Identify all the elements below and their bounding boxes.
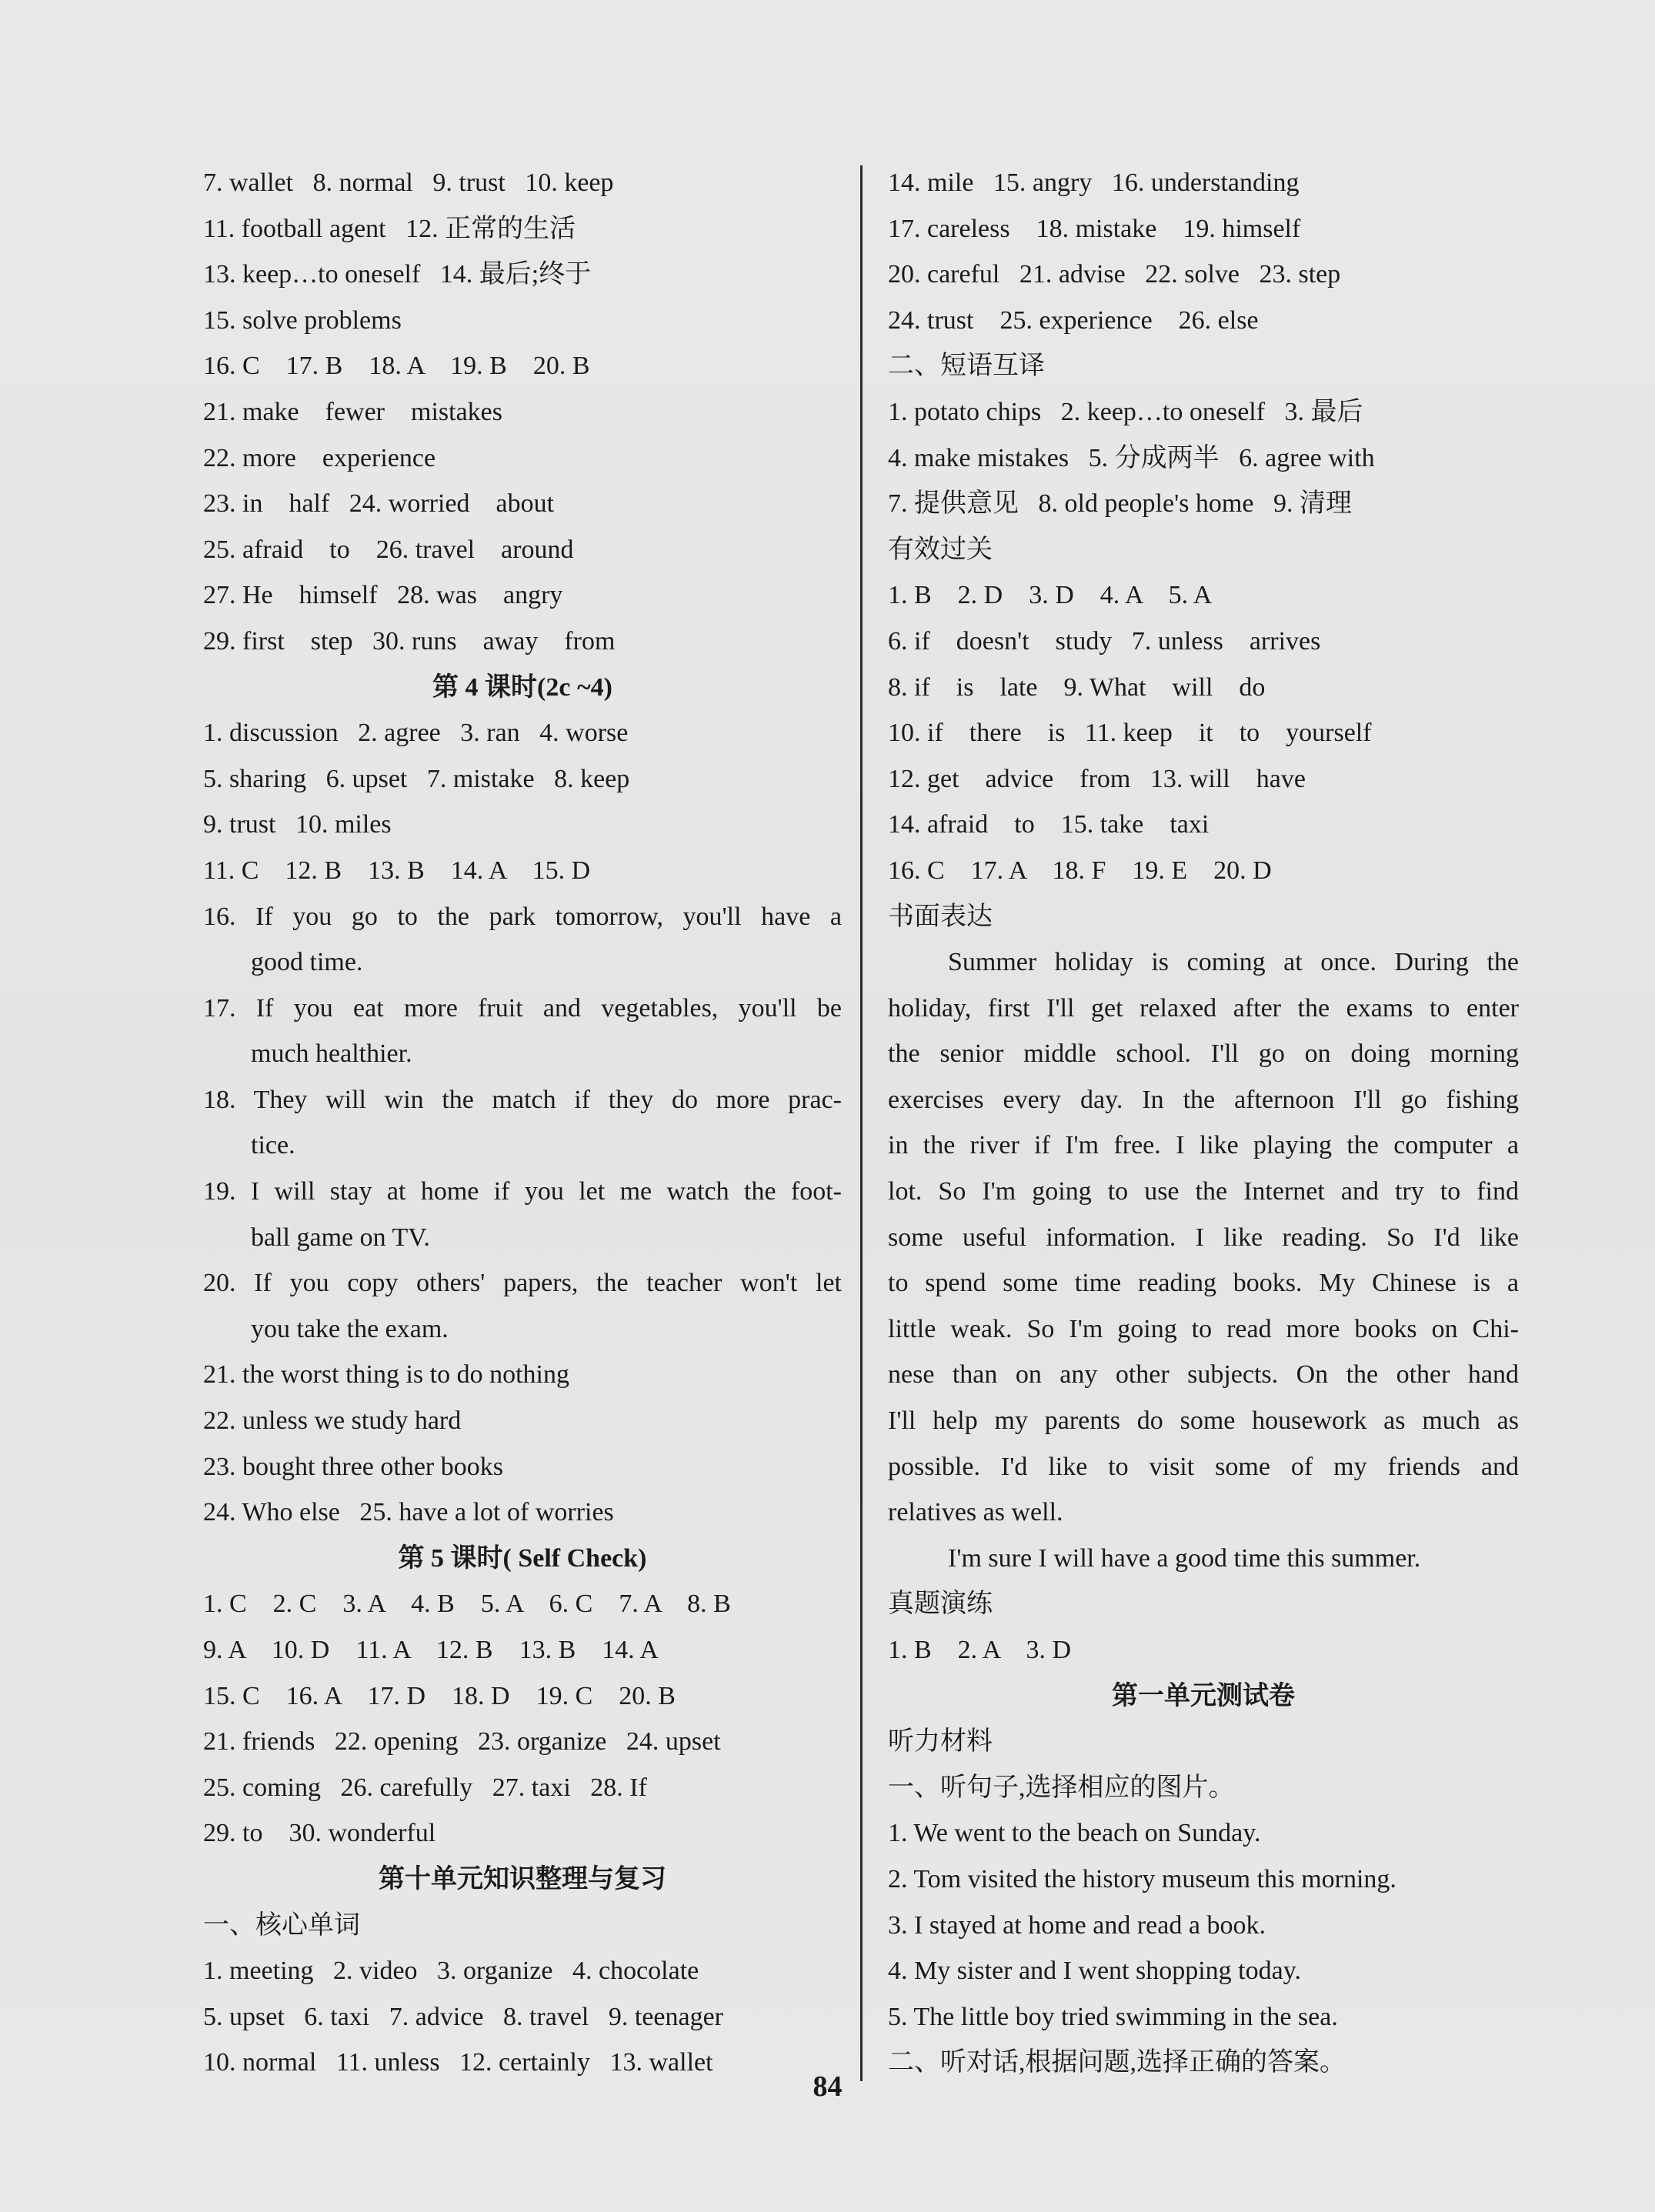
answer-line: good time.: [251, 948, 363, 977]
answer-line: Summer holiday is coming at once. During the: [948, 948, 1519, 977]
answer-line: 21. make fewer mistakes: [203, 397, 502, 426]
answer-line: 24. Who else 25. have a lot of worries: [203, 1498, 614, 1527]
answer-line: 18. They will win the match if they do more prac-: [203, 1085, 842, 1114]
answer-line: 11. C 12. B 13. B 14. A 15. D: [203, 856, 591, 885]
answer-line: 4. My sister and I went shopping today.: [888, 1957, 1302, 1986]
answer-line: possible. I'd like to visit some of my friends and: [888, 1452, 1519, 1481]
answer-line: 24. trust 25. experience 26. else: [888, 305, 1259, 335]
answer-line: 一、核心单词: [203, 1910, 360, 1940]
answer-line: 6. if doesn't study 7. unless arrives: [888, 626, 1321, 656]
answer-line: 15. C 16. A 17. D 18. D 19. C 20. B: [203, 1681, 676, 1710]
answer-line: 21. friends 22. opening 23. organize 24. upset: [203, 1727, 721, 1757]
answer-line: 有效过关: [888, 535, 993, 564]
answer-line: 9. trust 10. miles: [203, 810, 392, 839]
answer-line: 7. 提供意见 8. old people's home 9. 清理: [888, 489, 1352, 519]
answer-line: 5. sharing 6. upset 7. mistake 8. keep: [203, 764, 630, 793]
right-column: [888, 160, 1519, 2086]
answer-line: 2. Tom visited the history museum this morning.: [888, 1864, 1396, 1893]
answer-line: 1. potato chips 2. keep…to oneself 3. 最后: [888, 397, 1363, 426]
answer-line: 听力材料: [888, 1727, 993, 1757]
answer-line: 一、听句子,选择相应的图片。: [888, 1773, 1235, 1802]
answer-line: 10. if there is 11. keep it to yourself: [888, 719, 1372, 748]
answer-line: in the river if I'm free. I like playing the computer a: [888, 1131, 1519, 1160]
answer-line: 17. If you eat more fruit and vegetables, you'll be: [203, 993, 842, 1023]
answer-line: 14. afraid to 15. take taxi: [888, 810, 1210, 839]
answer-line: 16. C 17. B 18. A 19. B 20. B: [203, 352, 590, 381]
answer-line: 13. keep…to oneself 14. 最后;终于: [203, 260, 592, 289]
answer-line: 11. football agent 12. 正常的生活: [203, 214, 576, 243]
answer-line: 27. He himself 28. was angry: [203, 581, 563, 610]
answer-line: 4. make mistakes 5. 分成两半 6. agree with: [888, 443, 1375, 472]
answer-line: 二、短语互译: [888, 352, 1045, 381]
answer-line: some useful information. I like reading. So I'd like: [888, 1223, 1519, 1252]
answer-line: I'll help my parents do some housework as much as: [888, 1406, 1519, 1436]
answer-line: 20. careful 21. advise 22. solve 23. step: [888, 260, 1341, 289]
answer-line: 19. I will stay at home if you let me watch the foot-: [203, 1177, 842, 1206]
answer-line: 29. to 30. wonderful: [203, 1819, 436, 1848]
answer-line: ball game on TV.: [251, 1223, 430, 1252]
answer-line: 15. solve problems: [203, 305, 402, 335]
section-heading: 第 5 课时( Self Check): [398, 1543, 647, 1573]
answer-line: 25. coming 26. carefully 27. taxi 28. If: [203, 1773, 647, 1802]
section-heading: 第十单元知识整理与复习: [379, 1864, 666, 1893]
answer-line: 3. I stayed at home and read a book.: [888, 1910, 1266, 1940]
answer-line: 29. first step 30. runs away from: [203, 626, 616, 656]
answer-line: 22. unless we study hard: [203, 1406, 462, 1436]
answer-line: relatives as well.: [888, 1498, 1063, 1527]
answer-line: 真题演练: [888, 1590, 993, 1619]
answer-line: 16. C 17. A 18. F 19. E 20. D: [888, 856, 1272, 885]
answer-line: 5. upset 6. taxi 7. advice 8. travel 9. teenager: [203, 2002, 723, 2031]
answer-line: 16. If you go to the park tomorrow, you'll have a: [203, 902, 842, 931]
answer-line: 17. careless 18. mistake 19. himself: [888, 214, 1301, 243]
answer-line: tice.: [251, 1131, 295, 1160]
answer-line: 25. afraid to 26. travel around: [203, 535, 574, 564]
answer-line: I'm sure I will have a good time this summer.: [948, 1543, 1421, 1573]
answer-line: 8. if is late 9. What will do: [888, 672, 1266, 702]
section-heading: 第一单元测试卷: [1112, 1681, 1295, 1710]
answer-line: the senior middle school. I'll go on doing morning: [888, 1039, 1519, 1069]
answer-line: to spend some time reading books. My Chinese is a: [888, 1269, 1519, 1298]
answer-line: exercises every day. In the afternoon I'll go fishing: [888, 1085, 1519, 1114]
answer-line: nese than on any other subjects. On the other hand: [888, 1360, 1519, 1390]
answer-line: 23. in half 24. worried about: [203, 489, 555, 519]
answer-line: 书面表达: [888, 902, 993, 931]
answer-line: 23. bought three other books: [203, 1452, 503, 1481]
answer-line: 1. B 2. A 3. D: [888, 1636, 1072, 1664]
column-divider: [860, 165, 863, 2081]
answer-line: holiday, first I'll get relaxed after the exams to enter: [888, 993, 1519, 1023]
answer-line: 5. The little boy tried swimming in the sea.: [888, 2002, 1338, 2031]
answer-line: 7. wallet 8. normal 9. trust 10. keep: [203, 168, 614, 197]
answer-line: 二、听对话,根据问题,选择正确的答案。: [888, 2048, 1346, 2077]
left-column: [203, 160, 842, 2086]
answer-line: little weak. So I'm going to read more books on Chi-: [888, 1314, 1519, 1343]
answer-line: 12. get advice from 13. will have: [888, 764, 1306, 793]
answer-line: lot. So I'm going to use the Internet and try to find: [888, 1177, 1519, 1206]
answer-line: 9. A 10. D 11. A 12. B 13. B 14. A: [203, 1636, 659, 1664]
answer-line: much healthier.: [251, 1039, 412, 1069]
answer-line: you take the exam.: [251, 1314, 449, 1343]
answer-line: 1. We went to the beach on Sunday.: [888, 1819, 1261, 1848]
answer-line: 14. mile 15. angry 16. understanding: [888, 168, 1300, 197]
section-heading: 第 4 课时(2c ~4): [432, 672, 612, 702]
answer-line: 21. the worst thing is to do nothing: [203, 1360, 569, 1390]
answer-line: 1. C 2. C 3. A 4. B 5. A 6. C 7. A 8. B: [203, 1590, 731, 1619]
answer-line: 20. If you copy others' papers, the teacher won't let: [203, 1269, 842, 1298]
answer-line: 10. normal 11. unless 12. certainly 13. wallet: [203, 2048, 713, 2077]
answer-line: 1. meeting 2. video 3. organize 4. chocolate: [203, 1957, 699, 1986]
answer-line: 1. discussion 2. agree 3. ran 4. worse: [203, 719, 629, 748]
answer-line: 1. B 2. D 3. D 4. A 5. A: [888, 581, 1213, 610]
page-number: 84: [812, 2070, 843, 2103]
answer-line: 22. more experience: [203, 443, 436, 472]
